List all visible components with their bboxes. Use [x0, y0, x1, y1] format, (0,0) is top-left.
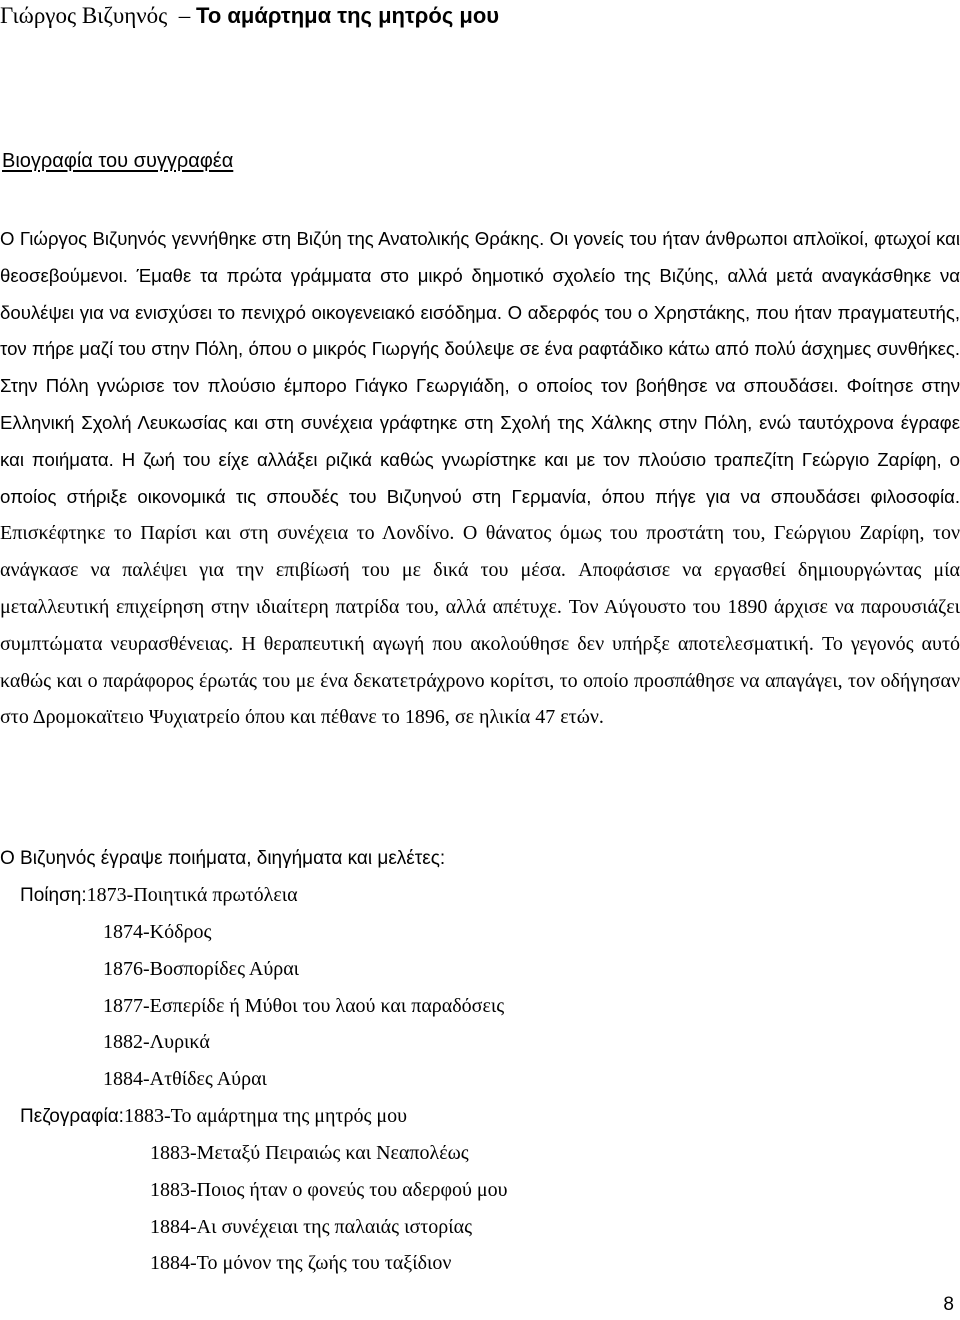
author-name: Γιώργος Βιζυηνός [0, 3, 168, 28]
bio-sentence: Αποφάσισε να εργασθεί δημιουργώντας μία μεταλλευτική επιχείρηση στην ιδιαίτερη πατρίδα του, αλλά απέτυχε. [0, 559, 960, 618]
poetry-item: 1877-Εσπερίδε ή Μύθοι του λαού και παραδόσεις [103, 995, 505, 1017]
prose-item: 1883-Μεταξύ Πειραιώς και Νεαπολέως [150, 1142, 469, 1164]
work-title: Το αμάρτημα της μητρός μου [196, 3, 500, 28]
poetry-first-line [20, 880, 298, 911]
bio-sentence: Το γεγονός αυτό καθώς και ο παράφορος έρωτάς του με ένα δεκατετράχρονο κορίτσι, το οποίο προσπάθησε να απαγάγει, τον οδήγησαν στο Δρομοκαϊτειο Ψυχιατρείο όπου και πέθανε το 1896, σε ηλικία 47 ετών. [0, 632, 960, 729]
bio-sentence: Στην Πόλη γνώρισε τον πλούσιο έμπορο Γιάγκο Γεωργιάδη, ο οποίος τον βοήθησε να σπουδάσει. [0, 375, 839, 397]
bio-sentence: Ο Γιώργος Βιζυηνός γεννήθηκε στη Βιζύη της Ανατολικής Θράκης. Οι γονείς του ήταν άνθρωποι απλοϊκοί, φτωχοί και θεοσεβούμενοι. Έμαθε τα πρώτα γράμματα στο μικρό δημοτικό σχολείο της Βιζύης, αλλά μετά αναγκάσθηκε να δουλέψει για να ενισχύσει το πενιχρό οικογενειακό εισόδημα. [0, 228, 960, 323]
header-separator: – [173, 3, 197, 28]
bio-sentence: Επισκέφτηκε το Παρίσι και στη συνέχεια το Λονδίνο. [0, 522, 455, 545]
poetry-label: Ποίηση: [20, 885, 87, 906]
poetry-item: 1873-Ποιητικά πρωτόλεια [86, 884, 298, 906]
page-number: 8 [943, 1294, 954, 1315]
prose-item: 1884-Αι συνέχειαι της παλαιάς ιστορίας [150, 1216, 473, 1238]
works-intro: Ο Βιζυηνός έγραψε ποιήματα, διηγήματα και μελέτες: [0, 848, 446, 869]
prose-item: 1883-Το αμάρτημα της μητρός μου [123, 1105, 407, 1127]
biography-paragraph [0, 221, 960, 736]
bio-sentence: Φοίτησε στην Ελληνική Σχολή Λευκωσίας και στη συνέχεια γράφτηκε στη Σχολή της Χάλκης στην Πόλη, ενώ ταυτόχρονα έγραφε και ποιήματα. [0, 375, 960, 470]
prose-first-line [20, 1101, 407, 1132]
poetry-item: 1884-Ατθίδες Αύραι [103, 1068, 267, 1090]
bio-sentence: Τον Αύγουστο του 1890 άρχισε να παρουσιάζει συμπτώματα νευρασθένειας. [0, 595, 960, 655]
bio-sentence: Η θεραπευτική αγωγή που ακολούθησε δεν υπήρξε αποτελεσματική. [241, 632, 814, 655]
poetry-item: 1876-Βοσπορίδες Αύραι [103, 958, 300, 980]
prose-item: 1883-Ποιος ήταν ο φονεύς του αδερφού μου [150, 1179, 508, 1201]
bio-sentence: Ο θάνατος όμως του προστάτη του, Γεώργιου Ζαρίφη, τον ανάγκασε να παλέψει για την επιβίωσή του με δικά του μέσα. [0, 522, 960, 582]
prose-label: Πεζογραφία: [20, 1106, 124, 1127]
prose-item: 1884-Το μόνον της ζωής του ταξίδιον [150, 1252, 452, 1274]
bio-sentence: Η ζωή του είχε αλλάξει ριζικά καθώς γνωρίστηκε και με τον πλούσιο τραπεζίτη Γεώργιο Ζαρίφη, ο οποίος στήριξε οικονομικά τις σπουδές του Βιζυηνού στη Γερμανία, όπου πήγε για να σπουδάσει φιλοσοφία. [0, 448, 960, 507]
page-header [0, 0, 499, 32]
bio-sentence: Ο αδερφός του ο Χρηστάκης, που ήταν πραγματευτής, τον πήρε μαζί του στην Πόλη, όπου ο μικρός Γιωργής δούλεψε σε ένα ραφτάδικο κάτω από πολύ άσχημες συνθήκες. [0, 301, 960, 360]
section-heading: Βιογραφία του συγγραφέα [2, 150, 234, 172]
poetry-item: 1874-Κόδρος [103, 921, 212, 943]
poetry-item: 1882-Λυρικά [103, 1031, 210, 1053]
